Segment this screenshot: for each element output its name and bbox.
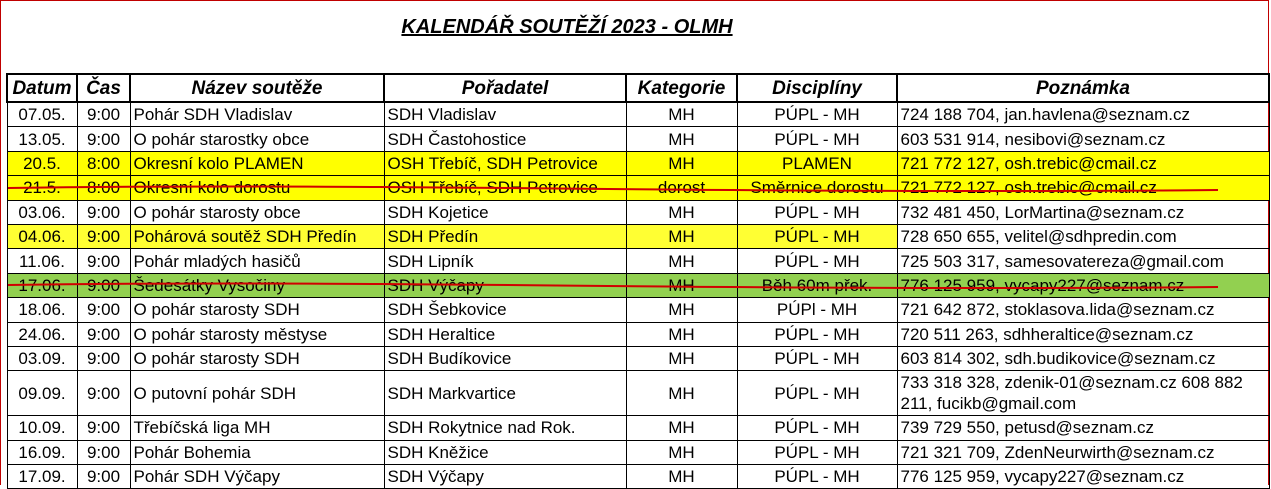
name-cell: Šedesátky Vysočiny	[130, 273, 384, 297]
discipline-cell: PÚPL - MH	[737, 200, 897, 224]
time-cell: 8:00	[77, 151, 130, 175]
name-cell: O pohár starosty městyse	[130, 322, 384, 346]
date-cell: 10.09.	[7, 416, 77, 440]
time-cell: 9:00	[77, 465, 130, 489]
organizer-cell: SDH Lipník	[384, 249, 626, 273]
note-cell: 776 125 959, vycapy227@seznam.cz	[897, 273, 1269, 297]
time-cell: 9:00	[77, 416, 130, 440]
column-header-category: Kategorie	[626, 74, 737, 102]
note-cell: 776 125 959, vycapy227@seznam.cz	[897, 465, 1269, 489]
table-row	[7, 371, 1269, 416]
name-cell: Pohár mladých hasičů	[130, 249, 384, 273]
discipline-cell: PÚPl - MH	[737, 298, 897, 322]
organizer-cell: SDH Markvartice	[384, 371, 626, 416]
organizer-cell: SDH Předín	[384, 224, 626, 248]
column-header-note: Poznámka	[897, 74, 1269, 102]
name-cell: O pohár starosty obce	[130, 200, 384, 224]
discipline-cell: PÚPL - MH	[737, 416, 897, 440]
name-cell: Pohárová soutěž SDH Předín	[130, 224, 384, 248]
name-cell: O pohár starosty SDH	[130, 346, 384, 370]
date-cell: 07.05.	[7, 102, 77, 127]
name-cell: O putovní pohár SDH	[130, 371, 384, 416]
organizer-cell: SDH Budíkovice	[384, 346, 626, 370]
column-header-name: Název soutěže	[130, 74, 384, 102]
note-cell: 739 729 550, petusd@seznam.cz	[897, 416, 1269, 440]
category-cell: MH	[626, 102, 737, 127]
table-row	[7, 298, 1269, 322]
note-cell: 728 650 655, velitel@sdhpredin.com	[897, 224, 1269, 248]
organizer-cell: SDH Kněžice	[384, 440, 626, 464]
date-cell: 24.06.	[7, 322, 77, 346]
note-cell: 720 511 263, sdhheraltice@seznam.cz	[897, 322, 1269, 346]
table-row	[7, 273, 1269, 297]
time-cell: 9:00	[77, 224, 130, 248]
category-cell: MH	[626, 371, 737, 416]
note-cell: 733 318 328, zdenik-01@seznam.cz 608 882 211, fucikb@gmail.com	[897, 371, 1269, 416]
discipline-cell: PÚPL - MH	[737, 249, 897, 273]
category-cell: MH	[626, 249, 737, 273]
organizer-cell: OSH Třebíč, SDH Petrovice	[384, 151, 626, 175]
column-header-disciplines: Disciplíny	[737, 74, 897, 102]
note-cell: 721 772 127, osh.trebic@cmail.cz	[897, 151, 1269, 175]
date-cell: 03.09.	[7, 346, 77, 370]
name-cell: O pohár starostky obce	[130, 127, 384, 151]
date-cell: 17.09.	[7, 465, 77, 489]
date-cell: 11.06.	[7, 249, 77, 273]
name-cell: Pohár SDH Výčapy	[130, 465, 384, 489]
column-header-date: Datum	[7, 74, 77, 102]
date-cell: 09.09.	[7, 371, 77, 416]
date-cell: 03.06.	[7, 200, 77, 224]
page-title: KALENDÁŘ SOUTĚŽÍ 2023 - OLMH	[401, 16, 733, 38]
discipline-cell: Směrnice dorostu	[737, 176, 897, 200]
category-cell: MH	[626, 346, 737, 370]
category-cell: MH	[626, 200, 737, 224]
table-row	[7, 200, 1269, 224]
date-cell: 17.06.	[7, 273, 77, 297]
organizer-cell: SDH Heraltice	[384, 322, 626, 346]
category-cell: MH	[626, 322, 737, 346]
category-cell: MH	[626, 298, 737, 322]
time-cell: 9:00	[77, 298, 130, 322]
table-row	[7, 440, 1269, 464]
category-cell: MH	[626, 465, 737, 489]
discipline-cell: PÚPL - MH	[737, 224, 897, 248]
discipline-cell: PÚPL - MH	[737, 127, 897, 151]
name-cell: Okresní kolo dorostu	[130, 176, 384, 200]
discipline-cell: PLAMEN	[737, 151, 897, 175]
time-cell: 9:00	[77, 273, 130, 297]
date-cell: 16.09.	[7, 440, 77, 464]
organizer-cell: SDH Častohostice	[384, 127, 626, 151]
date-cell: 13.05.	[7, 127, 77, 151]
table-row	[7, 102, 1269, 127]
name-cell: Pohár SDH Vladislav	[130, 102, 384, 127]
note-cell: 725 503 317, samesovatereza@gmail.com	[897, 249, 1269, 273]
category-cell: dorost	[626, 176, 737, 200]
time-cell: 9:00	[77, 346, 130, 370]
organizer-cell: SDH Výčapy	[384, 465, 626, 489]
organizer-cell: SDH Rokytnice nad Rok.	[384, 416, 626, 440]
note-cell: 721 642 872, stoklasova.lida@seznam.cz	[897, 298, 1269, 322]
note-cell: 721 321 709, ZdenNeurwirth@seznam.cz	[897, 440, 1269, 464]
time-cell: 9:00	[77, 322, 130, 346]
table-row	[7, 224, 1269, 248]
competition-calendar-table	[6, 73, 1270, 489]
category-cell: MH	[626, 151, 737, 175]
category-cell: MH	[626, 273, 737, 297]
time-cell: 9:00	[77, 127, 130, 151]
organizer-cell: SDH Vladislav	[384, 102, 626, 127]
category-cell: MH	[626, 127, 737, 151]
table-row	[7, 465, 1269, 489]
time-cell: 9:00	[77, 200, 130, 224]
discipline-cell: PÚPL - MH	[737, 440, 897, 464]
note-cell: 732 481 450, LorMartina@seznam.cz	[897, 200, 1269, 224]
date-cell: 20.5.	[7, 151, 77, 175]
date-cell: 18.06.	[7, 298, 77, 322]
note-cell: 724 188 704, jan.havlena@seznam.cz	[897, 102, 1269, 127]
table-header-row	[7, 74, 1269, 102]
table-row	[7, 176, 1269, 200]
category-cell: MH	[626, 416, 737, 440]
time-cell: 9:00	[77, 249, 130, 273]
time-cell: 8:00	[77, 176, 130, 200]
discipline-cell: PÚPL - MH	[737, 322, 897, 346]
organizer-cell: OSH Třebíč, SDH Petrovice	[384, 176, 626, 200]
note-cell: 721 772 127, osh.trebic@cmail.cz	[897, 176, 1269, 200]
discipline-cell: PÚPL - MH	[737, 102, 897, 127]
discipline-cell: Běh 60m přek.	[737, 273, 897, 297]
name-cell: Třebíčská liga MH	[130, 416, 384, 440]
organizer-cell: SDH Kojetice	[384, 200, 626, 224]
date-cell: 21.5.	[7, 176, 77, 200]
table-row	[7, 249, 1269, 273]
category-cell: MH	[626, 440, 737, 464]
discipline-cell: PÚPL - MH	[737, 371, 897, 416]
column-header-time: Čas	[77, 74, 130, 102]
category-cell: MH	[626, 224, 737, 248]
table-row	[7, 127, 1269, 151]
organizer-cell: SDH Výčapy	[384, 273, 626, 297]
discipline-cell: PÚPL - MH	[737, 346, 897, 370]
table-row	[7, 322, 1269, 346]
date-cell: 04.06.	[7, 224, 77, 248]
table-row	[7, 416, 1269, 440]
discipline-cell: PÚPL - MH	[737, 465, 897, 489]
name-cell: Pohár Bohemia	[130, 440, 384, 464]
time-cell: 9:00	[77, 102, 130, 127]
note-cell: 603 814 302, sdh.budikovice@seznam.cz	[897, 346, 1269, 370]
name-cell: Okresní kolo PLAMEN	[130, 151, 384, 175]
column-header-organizer: Pořadatel	[384, 74, 626, 102]
time-cell: 9:00	[77, 371, 130, 416]
table-row	[7, 151, 1269, 175]
note-cell: 603 531 914, nesibovi@seznam.cz	[897, 127, 1269, 151]
name-cell: O pohár starosty SDH	[130, 298, 384, 322]
time-cell: 9:00	[77, 440, 130, 464]
organizer-cell: SDH Šebkovice	[384, 298, 626, 322]
table-row	[7, 346, 1269, 370]
